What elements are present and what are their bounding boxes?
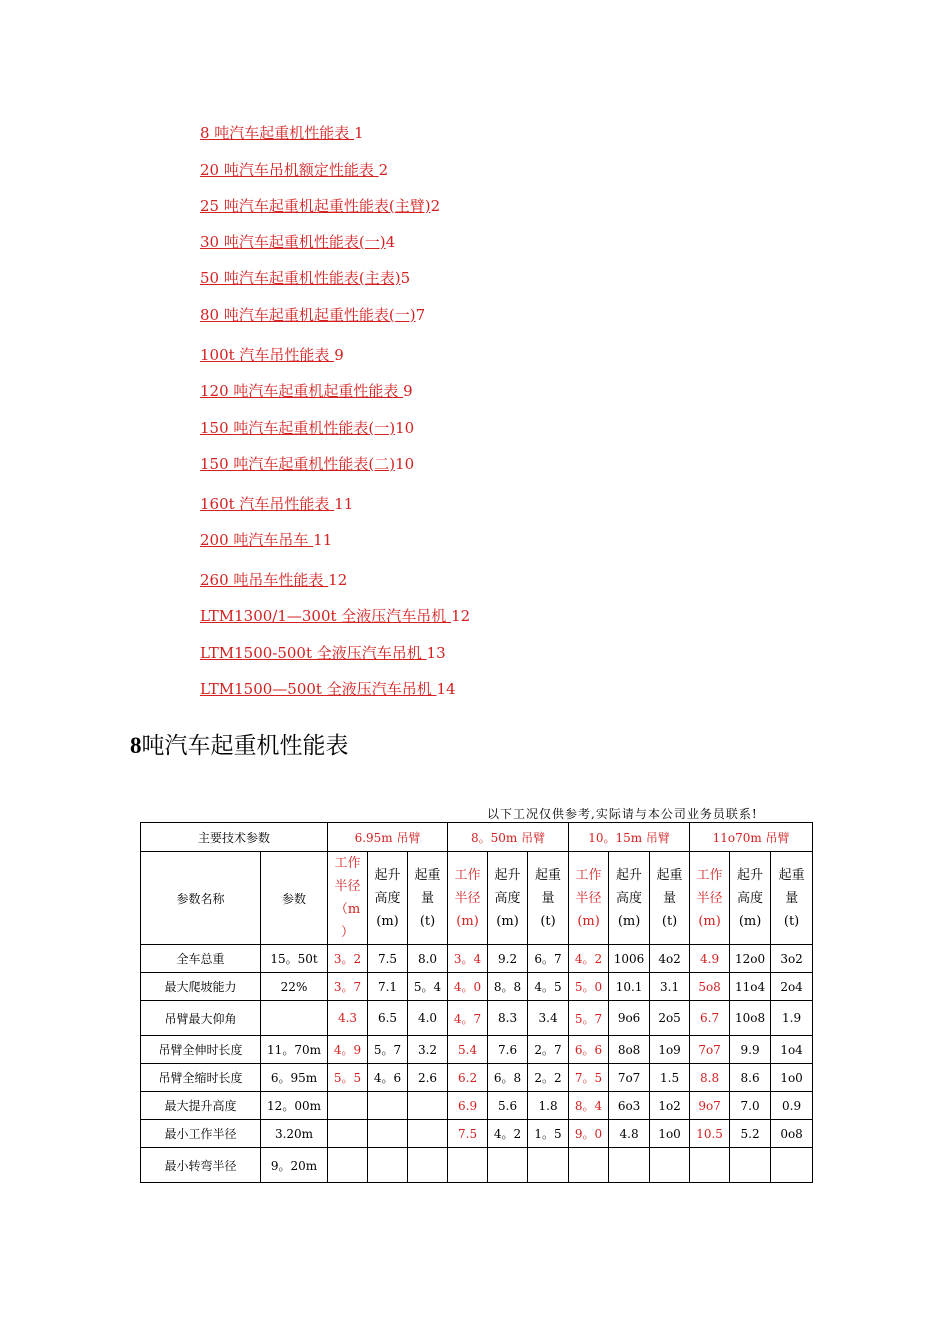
load-cell: 1o9 xyxy=(650,1036,690,1064)
toc-link[interactable]: 20 吨汽车吊机额定性能表 xyxy=(200,161,379,179)
height-cell: 10o8 xyxy=(730,1001,771,1036)
table-row xyxy=(141,1001,813,1036)
radius-cell: 4.3 xyxy=(328,1001,368,1036)
radius-cell: 5.4 xyxy=(448,1036,488,1064)
height-cell: 9.9 xyxy=(730,1036,771,1064)
main-params-header: 主要技术参数 xyxy=(141,823,328,852)
toc-link[interactable]: LTM1500—500t 全液压汽车吊机 xyxy=(200,680,437,698)
height-cell: 1006 xyxy=(609,945,650,973)
row-param-value: 6。95m xyxy=(261,1064,328,1092)
row-param-value: 11。70m xyxy=(261,1036,328,1064)
height-cell: 7.6 xyxy=(488,1036,528,1064)
toc-link[interactable]: 8 吨汽车起重机性能表 xyxy=(200,124,355,142)
load-cell: 1o4 xyxy=(771,1036,813,1064)
height-cell: 8o8 xyxy=(609,1036,650,1064)
radius-cell: 3。4 xyxy=(448,945,488,973)
toc-item[interactable] xyxy=(200,418,414,438)
toc-item[interactable] xyxy=(200,530,332,550)
load-cell: 2o5 xyxy=(650,1001,690,1036)
toc-page: 11 xyxy=(334,495,354,513)
toc-page: 4 xyxy=(385,233,396,251)
load-cell: 2o4 xyxy=(771,973,813,1001)
toc-link[interactable]: 260 吨吊车性能表 xyxy=(200,571,329,589)
load-cell xyxy=(408,1092,448,1120)
reference-note: 以下工况仅供参考,实际请与本公司业务员联系! xyxy=(487,807,758,821)
radius-cell: 4。9 xyxy=(328,1036,368,1064)
toc-link[interactable]: 80 吨汽车起重机起重性能表(一) xyxy=(200,306,416,324)
radius-cell: 5o8 xyxy=(690,973,730,1001)
radius-cell: 8.8 xyxy=(690,1064,730,1092)
height-cell: 10.1 xyxy=(609,973,650,1001)
toc-link[interactable]: 200 吨汽车吊车 xyxy=(200,531,314,549)
load-cell: 0.9 xyxy=(771,1092,813,1120)
load-cell: 5。4 xyxy=(408,973,448,1001)
row-param-value: 22% xyxy=(261,973,328,1001)
height-header: 起升 高度 (m) xyxy=(488,852,528,945)
load-cell: 3.4 xyxy=(528,1001,569,1036)
toc-item[interactable] xyxy=(200,305,425,325)
load-cell: 2。2 xyxy=(528,1064,569,1092)
table-row xyxy=(141,1092,813,1120)
row-param-name: 全车总重 xyxy=(141,945,261,973)
load-cell: 1o0 xyxy=(771,1064,813,1092)
height-cell: 4.8 xyxy=(609,1120,650,1148)
section-title xyxy=(130,731,349,761)
load-cell: 1.5 xyxy=(650,1064,690,1092)
height-cell: 8.6 xyxy=(730,1064,771,1092)
radius-header: 工作 半径 (m) xyxy=(448,852,488,945)
toc-item[interactable] xyxy=(200,643,446,663)
toc-item[interactable] xyxy=(200,570,347,590)
height-cell: 6.5 xyxy=(368,1001,408,1036)
load-header: 起重 量 (t) xyxy=(650,852,690,945)
toc-page: 12 xyxy=(451,607,471,625)
boom-header: 11o70m 吊臂 xyxy=(690,823,813,852)
row-param-name: 最大提升高度 xyxy=(141,1092,261,1120)
table-row xyxy=(141,945,813,973)
height-cell: 11o4 xyxy=(730,973,771,1001)
load-header: 起重 量 (t) xyxy=(771,852,813,945)
load-cell: 1.9 xyxy=(771,1001,813,1036)
height-cell xyxy=(488,1148,528,1183)
table-row xyxy=(141,973,813,1001)
table-row xyxy=(141,1148,813,1183)
row-param-name: 吊臂最大仰角 xyxy=(141,1001,261,1036)
row-param-value xyxy=(261,1001,328,1036)
toc-page: 13 xyxy=(426,644,446,662)
radius-header: 工作 半径 (m) xyxy=(569,852,609,945)
height-cell: 5.6 xyxy=(488,1092,528,1120)
radius-cell: 6.9 xyxy=(448,1092,488,1120)
height-header: 起升 高度 (m) xyxy=(368,852,408,945)
load-cell xyxy=(528,1148,569,1183)
row-param-name: 最小转弯半径 xyxy=(141,1148,261,1183)
load-cell xyxy=(650,1148,690,1183)
radius-cell xyxy=(328,1092,368,1120)
toc-page: 9 xyxy=(403,382,413,400)
boom-header: 8。50m 吊臂 xyxy=(448,823,569,852)
row-param-name: 吊臂全伸时长度 xyxy=(141,1036,261,1064)
toc-page: 9 xyxy=(334,346,344,364)
section-title-text: 吨汽车起重机性能表 xyxy=(141,733,349,759)
radius-cell: 4。7 xyxy=(448,1001,488,1036)
radius-cell: 4.9 xyxy=(690,945,730,973)
table-row xyxy=(141,1064,813,1092)
row-param-value: 3.20m xyxy=(261,1120,328,1148)
height-cell: 7o7 xyxy=(609,1064,650,1092)
toc-page: 10 xyxy=(395,455,415,473)
toc-link[interactable]: 120 吨汽车起重机起重性能表 xyxy=(200,382,404,400)
height-cell xyxy=(368,1092,408,1120)
height-cell: 7.1 xyxy=(368,973,408,1001)
radius-cell: 6。6 xyxy=(569,1036,609,1064)
load-header: 起重 量 (t) xyxy=(528,852,569,945)
toc-item[interactable] xyxy=(200,196,440,216)
toc-link[interactable]: LTM1500-500t 全液压汽车吊机 xyxy=(200,644,427,662)
toc-link[interactable]: 25 吨汽车起重机起重性能表(主臂) xyxy=(200,197,431,215)
toc-link[interactable]: 30 吨汽车起重机性能表(一) xyxy=(200,233,386,251)
load-cell: 6。7 xyxy=(528,945,569,973)
crane-spec-table xyxy=(140,822,813,1183)
height-cell xyxy=(730,1148,771,1183)
radius-cell: 8。4 xyxy=(569,1092,609,1120)
toc-page: 12 xyxy=(328,571,348,589)
boom-header: 6.95m 吊臂 xyxy=(328,823,448,852)
height-cell xyxy=(368,1148,408,1183)
load-cell: 4。5 xyxy=(528,973,569,1001)
row-param-name: 最大爬坡能力 xyxy=(141,973,261,1001)
radius-cell: 3。7 xyxy=(328,973,368,1001)
radius-cell xyxy=(690,1148,730,1183)
radius-cell xyxy=(328,1148,368,1183)
height-cell: 9.2 xyxy=(488,945,528,973)
radius-cell: 3。2 xyxy=(328,945,368,973)
load-cell: 0o8 xyxy=(771,1120,813,1148)
load-cell: 3o2 xyxy=(771,945,813,973)
height-header: 起升 高度 (m) xyxy=(730,852,771,945)
load-cell: 1。5 xyxy=(528,1120,569,1148)
toc-item[interactable] xyxy=(200,606,470,626)
toc-item[interactable] xyxy=(200,679,456,699)
toc-page: 2 xyxy=(430,197,441,215)
table-row xyxy=(141,1036,813,1064)
load-cell: 2.6 xyxy=(408,1064,448,1092)
radius-header: 工作 半径 （m ） xyxy=(328,852,368,945)
toc-item[interactable] xyxy=(200,160,388,180)
toc-link[interactable]: 160t 汽车吊性能表 xyxy=(200,495,335,513)
height-cell: 4。2 xyxy=(488,1120,528,1148)
toc-link[interactable]: 150 吨汽车起重机性能表(一) xyxy=(200,419,396,437)
table-row xyxy=(141,1120,813,1148)
section-title-number: 8 xyxy=(130,733,142,758)
load-cell: 8.0 xyxy=(408,945,448,973)
radius-cell: 4。2 xyxy=(569,945,609,973)
radius-header: 工作 半径 (m) xyxy=(690,852,730,945)
height-cell: 7.5 xyxy=(368,945,408,973)
load-cell: 4o2 xyxy=(650,945,690,973)
toc-link[interactable]: LTM1300/1—300t 全液压汽车吊机 xyxy=(200,607,452,625)
toc-page: 10 xyxy=(395,419,415,437)
height-cell: 8。8 xyxy=(488,973,528,1001)
row-param-value: 15。50t xyxy=(261,945,328,973)
load-cell xyxy=(408,1120,448,1148)
radius-cell: 7.5 xyxy=(448,1120,488,1148)
toc-page: 5 xyxy=(400,269,411,287)
load-cell: 4.0 xyxy=(408,1001,448,1036)
radius-cell: 6.7 xyxy=(690,1001,730,1036)
radius-cell: 6.2 xyxy=(448,1064,488,1092)
height-cell: 12o0 xyxy=(730,945,771,973)
toc-item[interactable] xyxy=(200,381,413,401)
radius-cell: 5。5 xyxy=(328,1064,368,1092)
load-cell: 3.2 xyxy=(408,1036,448,1064)
height-cell xyxy=(368,1120,408,1148)
height-cell xyxy=(609,1148,650,1183)
radius-cell xyxy=(448,1148,488,1183)
row-param-name: 吊臂全缩时长度 xyxy=(141,1064,261,1092)
radius-cell: 4。0 xyxy=(448,973,488,1001)
toc-page: 1 xyxy=(354,124,364,142)
toc-link[interactable]: 50 吨汽车起重机性能表(主表) xyxy=(200,269,401,287)
boom-header: 10。15m 吊臂 xyxy=(569,823,690,852)
load-cell xyxy=(408,1148,448,1183)
height-cell: 5。7 xyxy=(368,1036,408,1064)
radius-cell: 9o7 xyxy=(690,1092,730,1120)
row-param-value: 9。20m xyxy=(261,1148,328,1183)
toc-item[interactable] xyxy=(200,494,353,514)
load-cell: 2。7 xyxy=(528,1036,569,1064)
load-cell: 1o2 xyxy=(650,1092,690,1120)
load-cell: 1o0 xyxy=(650,1120,690,1148)
toc-page: 7 xyxy=(415,306,426,324)
radius-cell: 9。0 xyxy=(569,1120,609,1148)
toc-item[interactable] xyxy=(200,345,344,365)
toc-item[interactable] xyxy=(200,232,395,252)
load-header: 起重 量 (t) xyxy=(408,852,448,945)
radius-cell: 5。0 xyxy=(569,973,609,1001)
toc-page: 11 xyxy=(313,531,333,549)
load-cell xyxy=(771,1148,813,1183)
radius-cell: 5。7 xyxy=(569,1001,609,1036)
toc-item[interactable] xyxy=(200,454,414,474)
toc-item[interactable] xyxy=(200,268,410,288)
row-param-name: 最小工作半径 xyxy=(141,1120,261,1148)
toc-item[interactable] xyxy=(200,123,364,143)
row-param-value: 12。00m xyxy=(261,1092,328,1120)
height-cell: 6o3 xyxy=(609,1092,650,1120)
toc-link[interactable]: 100t 汽车吊性能表 xyxy=(200,346,335,364)
spec-table-body xyxy=(141,945,813,1183)
toc-page: 2 xyxy=(378,161,389,179)
radius-cell xyxy=(328,1120,368,1148)
radius-cell: 7o7 xyxy=(690,1036,730,1064)
height-cell: 6。8 xyxy=(488,1064,528,1092)
radius-cell xyxy=(569,1148,609,1183)
radius-cell: 7。5 xyxy=(569,1064,609,1092)
height-cell: 9o6 xyxy=(609,1001,650,1036)
height-cell: 4。6 xyxy=(368,1064,408,1092)
param-value-header: 参数 xyxy=(261,852,328,945)
param-name-header: 参数名称 xyxy=(141,852,261,945)
height-header: 起升 高度 (m) xyxy=(609,852,650,945)
height-cell: 5.2 xyxy=(730,1120,771,1148)
radius-cell: 10.5 xyxy=(690,1120,730,1148)
toc-link[interactable]: 150 吨汽车起重机性能表(二) xyxy=(200,455,396,473)
height-cell: 7.0 xyxy=(730,1092,771,1120)
load-cell: 3.1 xyxy=(650,973,690,1001)
load-cell: 1.8 xyxy=(528,1092,569,1120)
height-cell: 8.3 xyxy=(488,1001,528,1036)
toc-page: 14 xyxy=(436,680,456,698)
